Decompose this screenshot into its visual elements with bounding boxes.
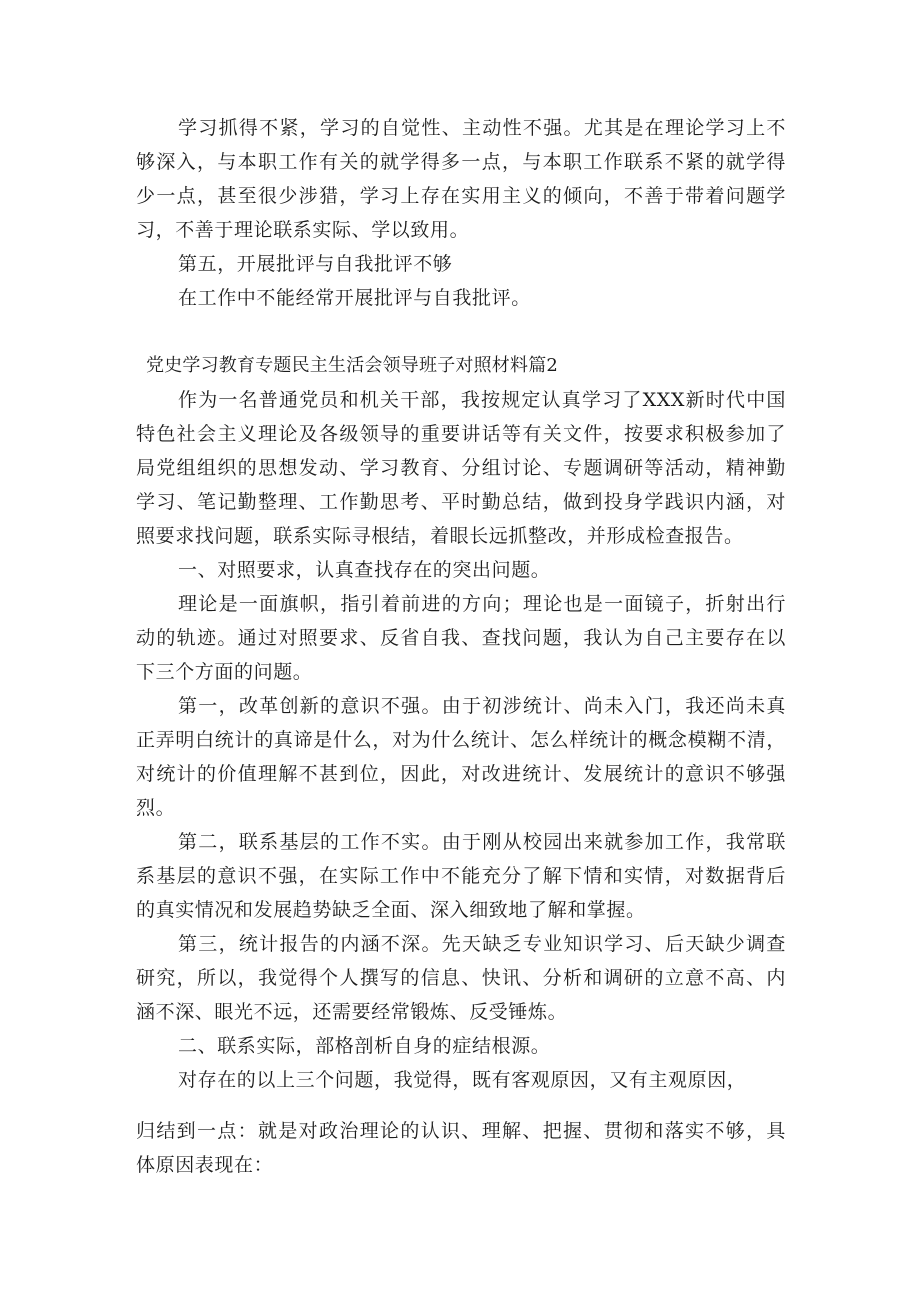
body-text-line: 归结到一点：就是对政治理论的认识、理解、把握、贯彻和落实不够，具 <box>136 1120 786 1142</box>
body-text-line: 学习、笔记勤整理、工作勤思考、平时勤总结，做到投身学践识内涵，对 <box>136 491 786 513</box>
body-text-line: 涵不深、眼光不远，还需要经常锻炼、反受锤炼。 <box>136 1001 568 1023</box>
body-text-line: 体原因表现在： <box>136 1154 274 1176</box>
body-text-line: 够深入，与本职工作有关的就学得多一点，与本职工作联系不紧的就学得 <box>136 151 786 173</box>
body-text-line: 学习抓得不紧，学习的自觉性、主动性不强。尤其是在理论学习上不 <box>178 117 786 139</box>
body-text-line: 特色社会主义理论及各级领导的重要讲话等有关文件，按要求积极参加了 <box>136 423 786 445</box>
body-text-line: 少一点，甚至很少涉猎，学习上存在实用主义的倾向，不善于带着问题学 <box>136 185 786 207</box>
body-text-line: 烈。 <box>136 797 176 819</box>
body-text-line: 理论是一面旗帜，指引着前进的方向；理论也是一面镜子，折射出行 <box>178 593 786 615</box>
body-text-line: 局党组组织的思想发动、学习教育、分组讨论、专题调研等活动，精神勤 <box>136 457 786 479</box>
body-text-line: 动的轨迹。通过对照要求、反省自我、查找问题，我认为自己主要存在以 <box>136 627 786 649</box>
body-text-line: 第三，统计报告的内涵不深。先天缺乏专业知识学习、后天缺少调查 <box>178 933 786 955</box>
section-heading: 一、对照要求，认真查找存在的突出问题。 <box>178 559 551 581</box>
body-text-line: 的真实情况和发展趋势缺乏全面、深入细致地了解和掌握。 <box>136 899 646 921</box>
body-text-line: 系基层的意识不强，在实际工作中不能充分了解下情和实情，对数据背后 <box>136 865 786 887</box>
body-text-line: 研究，所以，我觉得个人撰写的信息、快讯、分析和调研的立意不高、内 <box>136 967 786 989</box>
body-text-line: 正弄明白统计的真谛是什么，对为什么统计、怎么样统计的概念模糊不清， <box>136 729 786 751</box>
section-heading: 第五，开展批评与自我批评不够 <box>178 253 453 275</box>
body-text-line: 照要求找问题，联系实际寻根结，着眼长远抓整改，并形成检查报告。 <box>136 525 744 547</box>
body-text-line: 在工作中不能经常开展批评与自我批评。 <box>178 287 531 309</box>
body-text-line: 作为一名普通党员和机关干部，我按规定认真学习了XXX新时代中国 <box>178 389 786 411</box>
body-text-line: 习，不善于理论联系实际、学以致用。 <box>136 219 470 241</box>
section-heading: 二、联系实际，部格剖析自身的症结根源。 <box>178 1035 551 1057</box>
body-text-line: 下三个方面的问题。 <box>136 661 313 683</box>
body-text-line: 第一，改革创新的意识不强。由于初涉统计、尚未入门，我还尚未真 <box>178 695 786 717</box>
body-text-line: 对统计的价值理解不甚到位，因此，对改进统计、发展统计的意识不够强 <box>136 763 786 785</box>
document-title: 党史学习教育专题民主生活会领导班子对照材料篇2 <box>146 355 559 376</box>
body-text-line: 对存在的以上三个问题，我觉得，既有客观原因，又有主观原因， <box>178 1069 747 1091</box>
body-text-line: 第二，联系基层的工作不实。由于刚从校园出来就参加工作，我常联 <box>178 831 786 853</box>
